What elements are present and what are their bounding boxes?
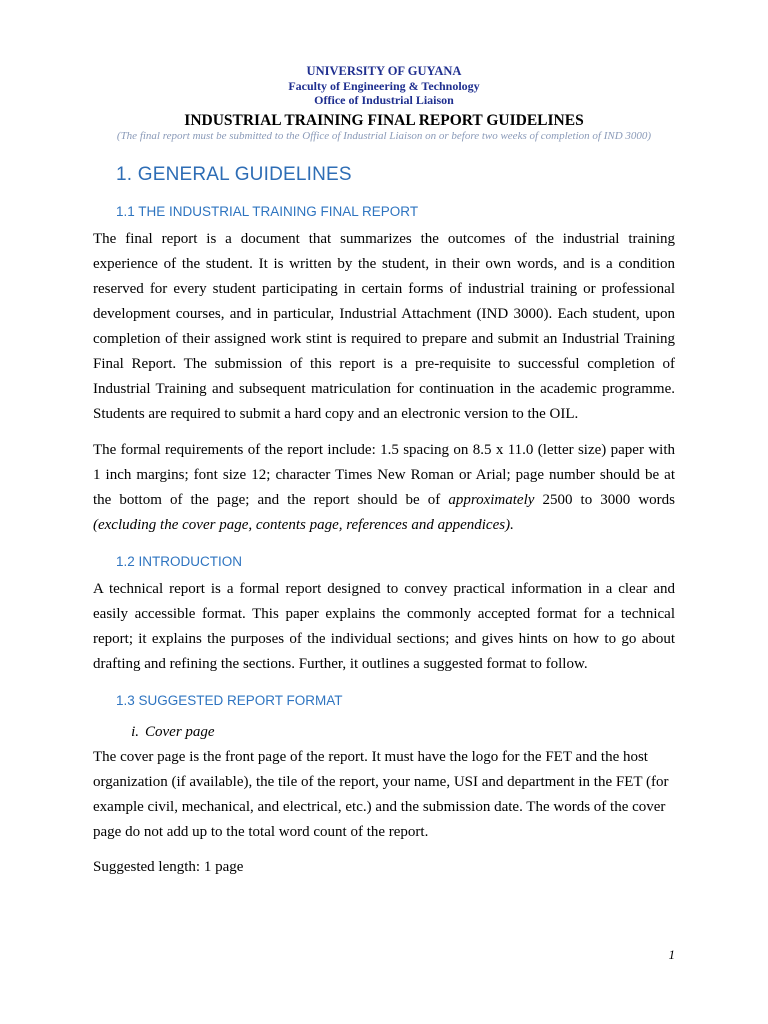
formal-requirements-emphasis: approximately <box>448 492 535 508</box>
subsection-heading-final-report: 1.1 THE INDUSTRIAL TRAINING FINAL REPORT <box>116 204 419 219</box>
list-item-label: Cover page <box>145 724 215 740</box>
formal-requirements-word-range: 2500 to 3000 words <box>534 492 675 508</box>
formal-requirements-exclusions: (excluding the cover page, contents page, references and appendices). <box>93 517 514 533</box>
office-name: Office of Industrial Liaison <box>314 93 454 107</box>
list-item-cover-page <box>93 721 215 743</box>
page-number: 1 <box>668 947 675 962</box>
document-title: INDUSTRIAL TRAINING FINAL REPORT GUIDELINES <box>184 112 584 129</box>
formal-requirements-text: The formal requirements of the report include: 1.5 spacing on 8.5 x 11.0 (letter size) paper with 1 inch margins; font size 12; character Times New Roman or Arial; page number should be at the bottom of the page; and the report should be of <box>93 442 675 508</box>
university-name: UNIVERSITY OF GUYANA <box>306 64 462 78</box>
paragraph-cover-page: The cover page is the front page of the report. It must have the logo for the FET and the host organization (if available), the tile of the report, your name, USI and department in the FET (for example civil, mechanical, and electrical, etc.) and the submission date. The words of the cover page do not add up to the total word count of the report. <box>93 749 669 840</box>
list-item-number: i. <box>131 724 139 740</box>
section-heading-general-guidelines: 1. GENERAL GUIDELINES <box>116 164 352 185</box>
paragraph-introduction: A technical report is a formal report designed to convey practical information in a clear and easily accessible format. This paper explains the commonly accepted format for a technical report; it explains the purposes of the individual sections; and gives hints on how to go about drafting and refining the sections. Further, it outlines a suggested format to follow. <box>93 581 675 672</box>
faculty-name: Faculty of Engineering & Technology <box>288 79 480 93</box>
suggested-length: Suggested length: 1 page <box>93 859 244 875</box>
subsection-heading-introduction: 1.2 INTRODUCTION <box>116 554 243 569</box>
paragraph-final-report: The final report is a document that summarizes the outcomes of the industrial training experience of the student. It is written by the student, in their own words, and is a condition reserved for every student participating in certain forms of industrial training or professional development courses, and in particular, Industrial Attachment (IND 3000). Each student, upon completion of their assigned work stint is required to prepare and submit an Industrial Training Final Report. The submission of this report is a pre-requisite to successful completion of Industrial Training and subsequent matriculation for continuation in the academic programme. Students are required to submit a hard copy and an electronic version to the OIL. <box>93 231 675 422</box>
submission-note: (The final report must be submitted to the Office of Industrial Liaison on or before two weeks of completion of IND 3000) <box>116 130 652 142</box>
paragraph-formal-requirements <box>93 438 675 538</box>
subsection-heading-report-format: 1.3 SUGGESTED REPORT FORMAT <box>116 693 343 708</box>
